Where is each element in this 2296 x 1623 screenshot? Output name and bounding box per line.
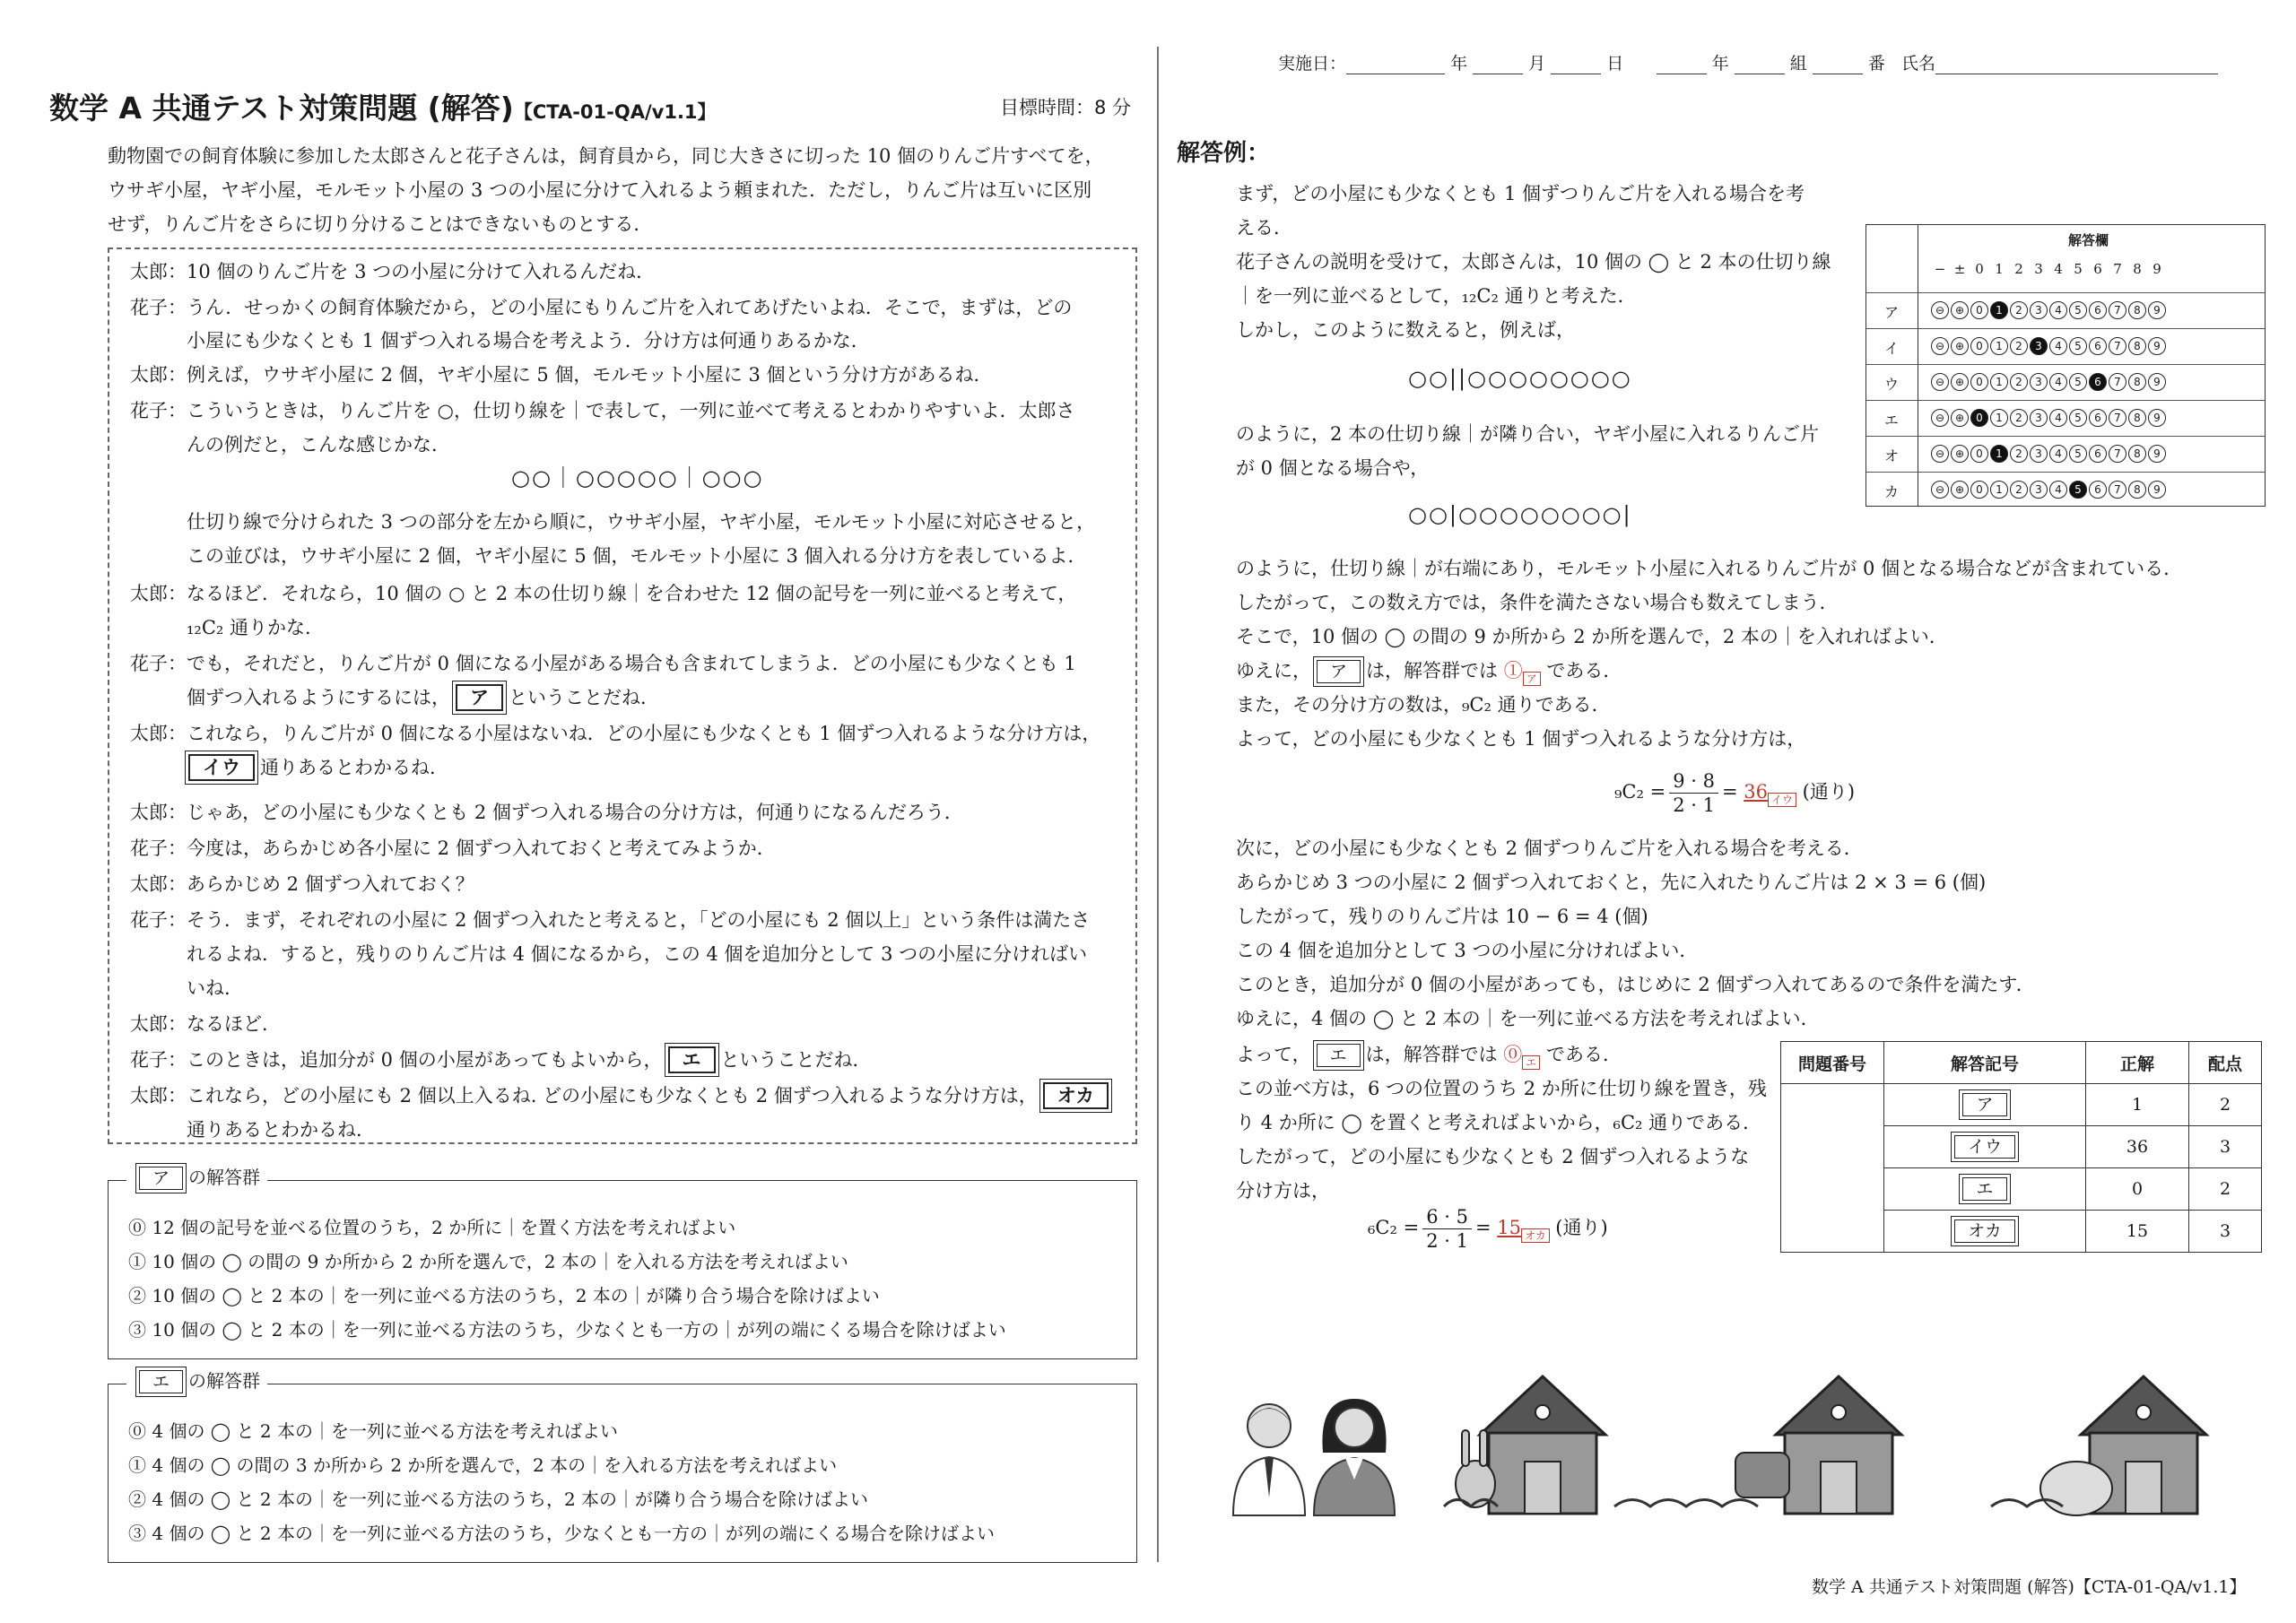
red-answer-tag: オカ [1521, 1228, 1550, 1243]
col-answer-symbol: 解答記号 [1884, 1042, 2086, 1084]
choice-item[interactable]: ① 4 個の ◯ の間の 3 か所から 2 か所を選んで，2 本の｜を入れる方法を考えればよい [128, 1454, 838, 1476]
mark-header-digit: 5 [2074, 261, 2083, 277]
mark-bubble[interactable]: ⊕ [1951, 337, 1969, 355]
answer-box-a[interactable]: ア [456, 684, 503, 711]
answer-line: まず，どの小屋にも少なくとも 1 個ずつりんご片を入れる場合を考 [1236, 183, 1805, 204]
dialogue-line: 太郎：じゃあ，どの小屋にも少なくとも 2 個ずつ入れる場合の分け方は，何通りになるんだろう． [130, 802, 963, 823]
symbol-cell [1884, 1168, 2086, 1211]
mark-bubble[interactable]: 9 [2148, 301, 2166, 319]
dialogue-line: 花子：こういうときは，りんご片を ○，仕切り線を｜で表して，一列に並べて考えるとわかりやすいよ．太郎さ [130, 400, 1075, 421]
red-answer: ⓪ [1503, 1044, 1523, 1065]
red-answer-tag: イウ [1768, 793, 1796, 807]
dialogue-line: 太郎：なるほど．それなら，10 個の ○ と 2 本の仕切り線｜を合わせた 12 個の記号を一列に並べると考えて， [130, 583, 1077, 604]
page-title [49, 85, 717, 127]
mark-bubble[interactable]: 4 [2049, 337, 2067, 355]
text: は，解答群では [1365, 1044, 1498, 1065]
mark-row-bubbles [1931, 373, 2166, 391]
dialogue-line: 小屋にも少なくとも 1 個ずつ入れる場合を考えよう．分け方は何通りあるかな． [187, 330, 870, 352]
answer-line: このとき，追加分が 0 個の小屋があっても，はじめに 2 個ずつ入れてあるので条件を満たす． [1236, 974, 2035, 995]
student-form [1278, 50, 2218, 74]
mark-row-divider [1866, 400, 2265, 401]
dialogue-line: 太郎：これなら，りんご片が 0 個になる小屋はないね．どの小屋にも少なくとも 1 個ずつ入れるような分け方は， [130, 723, 1101, 744]
answer-box-iu[interactable]: イウ [188, 754, 255, 781]
month-field[interactable] [1473, 57, 1523, 74]
class-field[interactable] [1735, 57, 1785, 74]
denominator: 2 · 1 [1673, 794, 1715, 816]
month-label: 月 [1528, 54, 1546, 74]
dialogue-line: この並びは，ウサギ小屋に 2 個，ヤギ小屋に 5 個，モルモット小屋に 3 個入れる分け方を表しているよ． [187, 545, 1087, 567]
col-correct: 正解 [2086, 1042, 2189, 1084]
mark-bubble[interactable]: 0 [1970, 373, 1988, 391]
symbol-box: ア [1962, 1093, 2006, 1116]
mark-bubble[interactable]: 7 [2109, 481, 2126, 499]
mark-header-digit: 2 [2014, 261, 2023, 277]
mark-bubble[interactable]: ⊕ [1951, 481, 1969, 499]
dialogue-line: いね． [187, 977, 243, 999]
class-label: 組 [1789, 54, 1807, 74]
col-problem-number: 問題番号 [1781, 1042, 1884, 1084]
answer-line: のように，仕切り線｜が右端にあり，モルモット小屋に入れるりんご片が 0 個となる場合などが含まれている． [1236, 558, 2183, 579]
dialogue-line: ₁₂C₂ 通りかな． [187, 617, 324, 638]
mark-bubble[interactable]: ⊕ [1951, 409, 1969, 427]
answer-line: したがって，どの小屋にも少なくとも 2 個ずつ入れるような [1236, 1146, 1750, 1167]
choices-e-heading [126, 1367, 267, 1393]
mark-bubble[interactable]: 4 [2049, 373, 2067, 391]
box-ref-e: エ [1317, 1044, 1361, 1067]
mark-bubble[interactable]: 3 [2030, 373, 2048, 391]
answer-line: り 4 か所に ◯ を置くと考えればよいから，₆C₂ 通りである． [1236, 1112, 1762, 1133]
mark-bubble[interactable]: 9 [2148, 409, 2166, 427]
symbol-sequence: ○○｜○○○○○｜○○○ [511, 465, 764, 490]
mark-row-divider [1866, 292, 2265, 293]
mark-bubble[interactable]: 7 [2109, 409, 2126, 427]
mark-bubble[interactable]: 4 [2049, 409, 2067, 427]
answer-line: また，その分け方の数は，₉C₂ 通りである． [1236, 694, 1611, 716]
problem-intro [108, 139, 1139, 241]
mark-header-digit: 7 [2113, 261, 2122, 277]
mark-bubble[interactable]: 6 [2089, 337, 2107, 355]
mark-bubble[interactable]: 0 [1970, 301, 1988, 319]
mark-bubble[interactable]: 1 [1990, 301, 2008, 319]
mark-header-digit: 0 [1975, 261, 1984, 277]
mark-bubble[interactable]: ⊖ [1931, 409, 1949, 427]
mark-bubble[interactable]: 8 [2128, 337, 2146, 355]
answer-cell: 1 [2086, 1084, 2189, 1126]
number-field[interactable] [1813, 57, 1863, 74]
mark-bubble[interactable]: 5 [2069, 337, 2087, 355]
answer-line: 分け方は， [1236, 1180, 1330, 1202]
points-cell: 3 [2189, 1126, 2262, 1168]
dialogue-line: 太郎：10 個のりんご片を 3 つの小屋に分けて入れるんだね． [130, 261, 656, 282]
mark-row-label: イ [1884, 340, 1900, 357]
mark-bubble[interactable]: 8 [2128, 409, 2146, 427]
answer-line: この 4 個を追加分として 3 つの小屋に分ければよい． [1236, 940, 1699, 961]
answer-line: 花子さんの説明を受けて，太郎さんは，10 個の ◯ と 2 本の仕切り線 [1236, 251, 1831, 273]
mark-bubble[interactable]: 0 [1970, 445, 1988, 463]
dialogue-line: 花子：そう．まず，それぞれの小屋に 2 個ずつ入れたと考えると，「どの小屋にも 2 個以上」という条件は満たさ [130, 909, 1091, 931]
year-label: 年 [1450, 54, 1468, 74]
dialogue-line: れるよね．すると，残りのりんご片は 4 個になるから，この 4 個を追加分として 3 つの小屋に分ければい [187, 943, 1088, 965]
symbol-cell [1884, 1126, 2086, 1168]
answer-line: よって，どの小屋にも少なくとも 1 個ずつ入れるような分け方は， [1236, 728, 1806, 750]
mark-bubble[interactable]: 9 [2148, 481, 2166, 499]
dialogue-line [187, 753, 448, 781]
symbol-sequence: ○○|○○○○○○○○| [1408, 502, 1632, 527]
illustration-people-and-hutches [1220, 1363, 2242, 1524]
mark-bubble[interactable]: 0 [1970, 409, 1988, 427]
mark-bubble[interactable]: 3 [2030, 409, 2048, 427]
mark-bubble[interactable]: ⊖ [1931, 301, 1949, 319]
mark-header-digit: 1 [1995, 261, 2004, 277]
mark-bubble[interactable]: 1 [1990, 409, 2008, 427]
text: 個ずつ入れるようにするには， [187, 687, 450, 708]
mark-bubble[interactable]: 4 [2049, 301, 2067, 319]
points-cell: 2 [2189, 1084, 2262, 1126]
dialogue-line: 通りあるとわかるね． [187, 1119, 375, 1141]
mark-bubble[interactable]: 4 [2049, 445, 2067, 463]
numerator: 9 · 8 [1669, 769, 1718, 794]
mark-header-digit: 8 [2133, 261, 2142, 277]
answer-line: したがって，残りのりんご片は 10 − 6 = 4 (個) [1236, 906, 1648, 927]
mark-row-divider [1866, 436, 2265, 437]
mark-row-label: エ [1884, 412, 1900, 429]
year-field[interactable] [1346, 57, 1445, 74]
dialogue-line: 太郎：あらかじめ 2 個ずつ入れておく？ [130, 873, 474, 895]
girl-icon [1314, 1399, 1395, 1515]
text: は，解答群では [1366, 660, 1499, 681]
choice-item[interactable]: ③ 10 個の ◯ と 2 本の｜を一列に並べる方法のうち，少なくとも一方の｜が列の端にくる場合を除けばよい [128, 1319, 1006, 1341]
equation-2: ₆C₂ = $\frac{6 \cdot 5}{2 \cdot 1}$ = 15 オカ (通り) [1368, 1206, 1608, 1252]
score-table [1780, 1041, 2262, 1253]
mark-bubble[interactable]: 8 [2128, 481, 2146, 499]
mark-header-digit: 4 [2054, 261, 2063, 277]
dialogue-line [130, 1081, 1114, 1109]
mark-bubble[interactable]: ⊕ [1951, 301, 1969, 319]
answer-line: ゆえに，4 個の ◯ と 2 本の｜を一列に並べる方法を考えればよい． [1236, 1008, 1820, 1029]
eq-lhs: ₉C₂ = [1614, 781, 1666, 803]
text: の解答群 [188, 1370, 261, 1392]
answer-box-e[interactable]: エ [668, 1046, 716, 1073]
mark-header-digit: 6 [2093, 261, 2102, 277]
answer-line: したがって，この数え方では，条件を満たさない場合も数えてしまう． [1236, 592, 1839, 613]
table-row [1781, 1084, 2262, 1126]
text: である． [1546, 660, 1622, 681]
mark-bubble[interactable]: 3 [2030, 445, 2048, 463]
answer-heading: 解答例： [1177, 140, 1271, 167]
symbol-cell [1884, 1211, 2086, 1253]
text: ということだね． [720, 1049, 872, 1071]
eq-lhs: ₆C₂ = [1368, 1217, 1420, 1238]
mark-bubble[interactable]: 2 [2010, 409, 2028, 427]
mark-row-bubbles [1931, 301, 2166, 319]
mark-row-label: ア [1884, 304, 1900, 321]
equation-1: ₉C₂ = $\frac{9 \cdot 8}{2 \cdot 1}$ = 36 イウ (通り) [1614, 770, 1856, 816]
dialogue-line: 仕切り線で分けられた 3 つの部分を左から順に，ウサギ小屋，ヤギ小屋，モルモット小屋に対応させると， [187, 511, 1096, 533]
boy-icon [1233, 1404, 1305, 1515]
denominator: 2 · 1 [1426, 1230, 1468, 1252]
mark-sheet-header [1931, 261, 2166, 277]
mark-row-divider [1866, 472, 2265, 473]
intro-line: せず，りんご片をさらに切り分けることはできないものとする． [108, 213, 653, 235]
name-label: 氏名 [1900, 54, 1935, 74]
red-answer-tag: ア [1523, 672, 1541, 686]
mark-header-digit: − [1934, 261, 1946, 277]
mark-bubble[interactable]: 9 [2148, 373, 2166, 391]
mark-bubble[interactable]: 6 [2089, 409, 2107, 427]
choices-a-heading [126, 1163, 267, 1190]
answer-cell: 0 [2086, 1168, 2189, 1211]
mark-bubble[interactable]: 1 [1990, 373, 2008, 391]
dialogue-line: んの例だと，こんな感じかな． [187, 434, 450, 456]
mark-bubble[interactable]: 7 [2109, 337, 2126, 355]
col-points: 配点 [2189, 1042, 2262, 1084]
grade-label: 年 [1711, 54, 1729, 74]
text: 太郎：これなら，どの小屋にも 2 個以上入るね. どの小屋にも少なくとも 2 個ずつ入れるような分け方は， [130, 1085, 1038, 1107]
answer-cell: 36 [2086, 1126, 2189, 1168]
page-footer: 数学 A 共通テスト対策問題 (解答)【CTA-01-QA/v1.1】 [1812, 1577, 2247, 1597]
text: 通りあるとわかるね． [260, 757, 448, 778]
symbol-box: エ [1962, 1177, 2006, 1201]
mark-bubble[interactable]: 3 [2030, 337, 2048, 355]
mark-bubble[interactable]: 4 [2049, 481, 2067, 499]
mark-row-bubbles [1931, 337, 2166, 355]
red-answer: 36 [1744, 781, 1768, 803]
column-divider [1157, 47, 1159, 1562]
problem-number-cell [1781, 1084, 1884, 1253]
unit: (通り) [1802, 781, 1856, 803]
answer-line [1236, 1040, 1622, 1070]
mark-bubble[interactable]: 9 [2148, 445, 2166, 463]
mark-bubble[interactable]: 6 [2089, 373, 2107, 391]
day-label: 日 [1606, 54, 1624, 74]
mark-bubble[interactable]: 0 [1970, 337, 1988, 355]
mark-row-label: オ [1884, 447, 1900, 464]
answer-line: あらかじめ 3 つの小屋に 2 個ずつ入れておくと，先に入れたりんご片は 2 × 3 = 6 (個) [1236, 872, 1987, 893]
mark-bubble[interactable]: 6 [2089, 445, 2107, 463]
mark-bubble[interactable]: 7 [2109, 445, 2126, 463]
day-field[interactable] [1551, 57, 1601, 74]
text: の解答群 [188, 1167, 261, 1188]
symbol-box: イウ [1954, 1135, 2015, 1159]
mark-bubble[interactable]: ⊖ [1931, 481, 1949, 499]
mark-bubble[interactable]: 9 [2148, 337, 2166, 355]
fraction [1669, 769, 1718, 817]
text: ということだね． [509, 687, 659, 708]
symbol-cell [1884, 1084, 2086, 1126]
red-answer-tag: エ [1522, 1055, 1540, 1070]
answer-line: のように，2 本の仕切り線｜が隣り合い，ヤギ小屋に入れるりんご片 [1236, 423, 1820, 445]
dialogue-line: 太郎：例えば，ウサギ小屋に 2 個，ヤギ小屋に 5 個，モルモット小屋に 3 個という分け方があるね． [130, 364, 993, 386]
mark-bubble[interactable]: 8 [2128, 373, 2146, 391]
choice-item[interactable]: ③ 4 個の ◯ と 2 本の｜を一列に並べる方法のうち，少なくとも一方の｜が列の端にくる場合を除けばよい [128, 1523, 995, 1544]
text: である． [1546, 1044, 1622, 1065]
choice-item[interactable]: ② 10 個の ◯ と 2 本の｜を一列に並べる方法のうち，2 本の｜が隣り合う場合を除けばよい [128, 1285, 880, 1306]
points-cell: 3 [2189, 1211, 2262, 1253]
answer-line: ｜を一列に並べるとして，₁₂C₂ 通りと考えた． [1236, 285, 1637, 307]
mark-bubble[interactable]: 0 [1970, 481, 1988, 499]
answer-cell: 15 [2086, 1211, 2189, 1253]
intro-line: ウサギ小屋，ヤギ小屋，モルモット小屋の 3 つの小屋に分けて入れるよう頼まれた．ただし，りんご片は互いに区別 [108, 179, 1092, 201]
mark-bubble[interactable]: 1 [1990, 481, 2008, 499]
mark-header-digit: 3 [2034, 261, 2043, 277]
mark-bubble[interactable]: 5 [2069, 409, 2087, 427]
answer-line: 次に，どの小屋にも少なくとも 2 個ずつりんご片を入れる場合を考える． [1236, 838, 1863, 859]
answer-line: が 0 個となる場合や， [1236, 457, 1430, 479]
red-answer: ① [1503, 660, 1523, 681]
box-ref-a: ア [1317, 660, 1361, 683]
mark-row-bubbles [1931, 445, 2166, 463]
mark-bubble[interactable]: 2 [2010, 373, 2028, 391]
answer-line: そこで，10 個の ◯ の間の 9 か所から 2 か所を選んで，2 本の｜を入れればよい． [1236, 626, 1948, 647]
target-time: 目標時間：8 分 [1000, 97, 1132, 118]
choice-item[interactable]: ② 4 個の ◯ と 2 本の｜を一列に並べる方法のうち，2 本の｜が隣り合う場合を除けばよい [128, 1488, 869, 1510]
mark-row-bubbles [1931, 409, 2166, 427]
mark-bubble[interactable]: 8 [2128, 445, 2146, 463]
mark-bubble[interactable]: 2 [2010, 337, 2028, 355]
fraction [1422, 1205, 1472, 1253]
dialogue-line: 太郎：なるほど． [130, 1013, 281, 1035]
mark-sheet-title: 解答欄 [2068, 232, 2109, 248]
mark-bubble[interactable]: 6 [2089, 301, 2107, 319]
choices-e-box [108, 1370, 1137, 1563]
mark-row-label: ウ [1884, 376, 1900, 393]
goat-hutch-icon [1614, 1376, 1901, 1514]
mark-bubble[interactable]: ⊖ [1931, 373, 1949, 391]
name-field[interactable] [1935, 57, 2218, 74]
title-text: 数学 A 共通テスト対策問題 (解答) [49, 91, 514, 126]
answer-line [1236, 656, 1622, 686]
choice-item[interactable]: ⓪ 12 個の記号を並べる位置のうち，2 か所に｜を置く方法を考えればよい [128, 1217, 736, 1238]
mark-bubble[interactable]: 1 [1990, 337, 2008, 355]
dialogue-line [187, 683, 659, 711]
choice-item[interactable]: ① 10 個の ◯ の間の 9 か所から 2 か所を選んで，2 本の｜を入れる方法を考えればよい [128, 1251, 848, 1272]
red-answer: 15 [1497, 1217, 1521, 1238]
dialogue-line: 花子：うん．せっかくの飼育体験だから，どの小屋にもりんご片を入れてあげたいよね．そこで，まずは，どの [130, 297, 1073, 318]
text: ゆえに， [1236, 660, 1311, 681]
mark-bubble[interactable]: 5 [2069, 481, 2087, 499]
rabbit-hutch-icon [1444, 1376, 1605, 1514]
choices-a-box [108, 1167, 1137, 1359]
intro-line: 動物園での飼育体験に参加した太郎さんと花子さんは，飼育員から，同じ大きさに切った 10 個のりんご片すべてを， [108, 145, 1104, 167]
mark-row-bubbles [1931, 481, 2166, 499]
mark-bubble[interactable]: 1 [1990, 445, 2008, 463]
dialogue-line [130, 1046, 872, 1073]
mark-bubble[interactable]: 5 [2069, 301, 2087, 319]
mark-header-digit: ± [1953, 261, 1966, 277]
numerator: 6 · 5 [1422, 1205, 1472, 1229]
answer-line: しかし，このように数えると，例えば， [1236, 319, 1575, 341]
dialogue-line: 花子：今度は，あらかじめ各小屋に 2 個ずつ入れておくと考えてみようか． [130, 838, 776, 859]
mark-bubble[interactable]: 7 [2109, 301, 2126, 319]
date-label: 実施日： [1278, 54, 1347, 74]
answer-line: この並べ方は，6 つの位置のうち 2 か所に仕切り線を置き，残 [1236, 1078, 1767, 1099]
unit: (通り) [1555, 1217, 1608, 1238]
box-label: エ [139, 1370, 183, 1393]
mark-bubble[interactable]: 5 [2069, 445, 2087, 463]
text: 花子：このときは，追加分が 0 個の小屋があってもよいから， [130, 1049, 663, 1071]
mark-row-divider [1866, 328, 2265, 329]
mark-row-label: カ [1884, 483, 1900, 500]
mark-bubble[interactable]: 3 [2030, 481, 2048, 499]
dialogue-line: 花子：でも，それだと，りんご片が 0 個になる小屋がある場合も含まれてしまうよ．どの小屋にも少なくとも 1 [130, 653, 1076, 674]
mark-bubble[interactable]: 8 [2128, 301, 2146, 319]
choice-item[interactable]: ⓪ 4 個の ◯ と 2 本の｜を一列に並べる方法を考えればよい [128, 1420, 618, 1442]
mark-bubble[interactable]: 2 [2010, 445, 2028, 463]
mark-header-digit: 9 [2152, 261, 2161, 277]
box-label: ア [139, 1167, 183, 1190]
answer-box-oka[interactable]: オカ [1043, 1082, 1109, 1109]
mark-bubble[interactable]: ⊖ [1931, 337, 1949, 355]
grade-field[interactable] [1657, 57, 1707, 74]
mark-bubble[interactable]: ⊖ [1931, 445, 1949, 463]
table-header-row [1781, 1042, 2262, 1084]
symbol-sequence: ○○||○○○○○○○○ [1408, 366, 1632, 391]
mark-row-divider [1866, 364, 2265, 365]
mark-bubble[interactable]: ⊕ [1951, 445, 1969, 463]
mark-bubble[interactable]: 3 [2030, 301, 2048, 319]
symbol-box: オカ [1954, 1219, 2014, 1243]
mark-bubble[interactable]: 5 [2069, 373, 2087, 391]
text: よって， [1236, 1044, 1311, 1065]
mark-bubble[interactable]: ⊕ [1951, 373, 1969, 391]
guinea-pig-hutch-icon [1991, 1376, 2206, 1515]
mark-sheet [1866, 224, 2266, 507]
doc-code: 【CTA-01-QA/v1.1】 [513, 101, 717, 123]
mark-bubble[interactable]: 2 [2010, 301, 2028, 319]
answer-line: える． [1236, 217, 1292, 239]
number-label: 番 [1867, 54, 1885, 74]
mark-bubble[interactable]: 6 [2089, 481, 2107, 499]
mark-bubble[interactable]: 2 [2010, 481, 2028, 499]
points-cell: 2 [2189, 1168, 2262, 1211]
mark-bubble[interactable]: 7 [2109, 373, 2126, 391]
